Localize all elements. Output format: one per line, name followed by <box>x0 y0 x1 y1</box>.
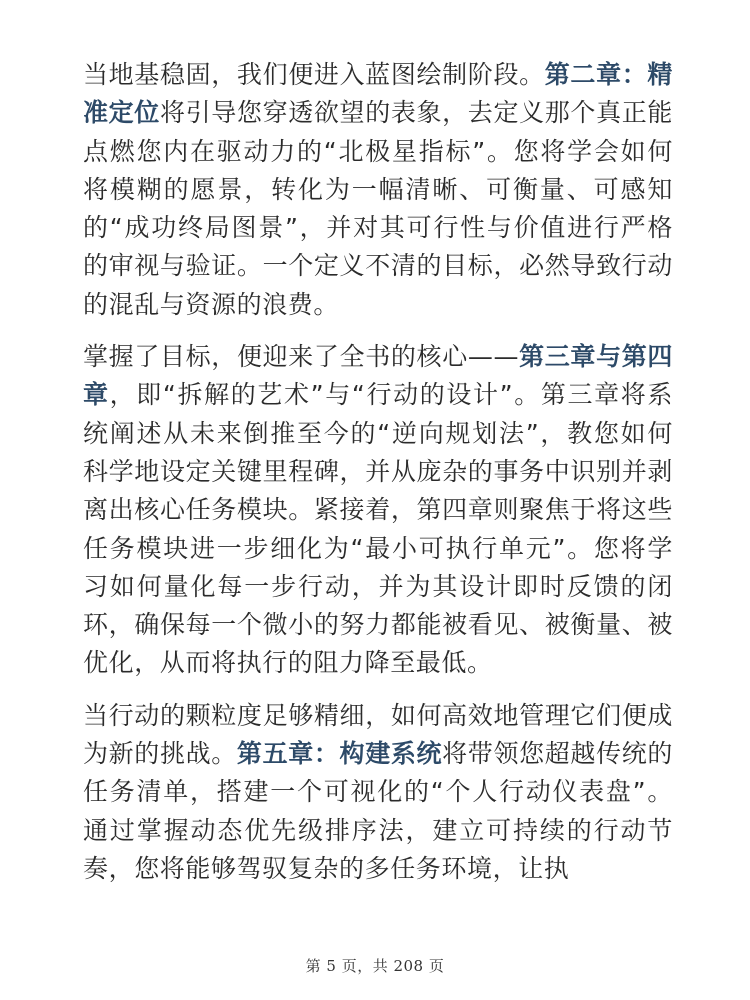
page-number: 第 5 页，共 208 页 <box>305 957 445 975</box>
chapter-3-4-heading: 第三章与第四章 <box>83 342 674 410</box>
paragraph-2-text-cont: ，即“拆解的艺术”与“行动的设计”。第三章将系统阐述从未来倒推至今的“逆向规划法”，教您如何科学地设定关键里程碑，并从庞杂的事务中识别并剥离出核心任务模块。紧接着，第四章则聚焦于将这些任务模块进一步细化为“最小可执行单元”。您将学习如何量化每一步行动，并为其设计即时反馈的闭环，确保每一个微小的努力都能被看见、被衡量、被优化，从而将执行的阻力降至最低。 <box>83 380 673 678</box>
paragraph-2-text: 掌握了目标，便迎来了全书的核心—— <box>83 342 520 372</box>
paragraph-1-text: 当地基稳固，我们便进入蓝图绘制阶段。 <box>83 60 545 89</box>
paragraph-3-text-cont: 将带领您超越传统的任务清单，搭建一个可视化的“个人行动仪表盘”。通过掌握动态优先级排序法，建立可持续的行动节奏，您将能够驾驭复杂的多任务环境，让执 <box>83 739 673 883</box>
chapter-5-heading: 第五章：构建系统 <box>236 739 443 769</box>
paragraph-3 <box>83 697 673 888</box>
paragraph-1-text-cont: 将引导您穿透欲望的表象，去定义那个真正能点燃您内在驱动力的“北极星指标”。您将学会如何将模糊的愿景，转化为一幅清晰、可衡量、可感知的“成功终局图景”，并对其可行性与价值进行严格的审视与验证。一个定义不清的目标，必然导致行动的混乱与资源的浪费。 <box>83 98 673 319</box>
paragraph-1 <box>83 56 673 324</box>
paragraph-2 <box>83 338 673 683</box>
body-text <box>83 56 673 902</box>
chapter-2-heading: 第二章：精准定位 <box>83 60 673 128</box>
paragraph-3-text: 当行动的颗粒度足够精细，如何高效地管理它们便成为新的挑战。 <box>83 700 673 769</box>
